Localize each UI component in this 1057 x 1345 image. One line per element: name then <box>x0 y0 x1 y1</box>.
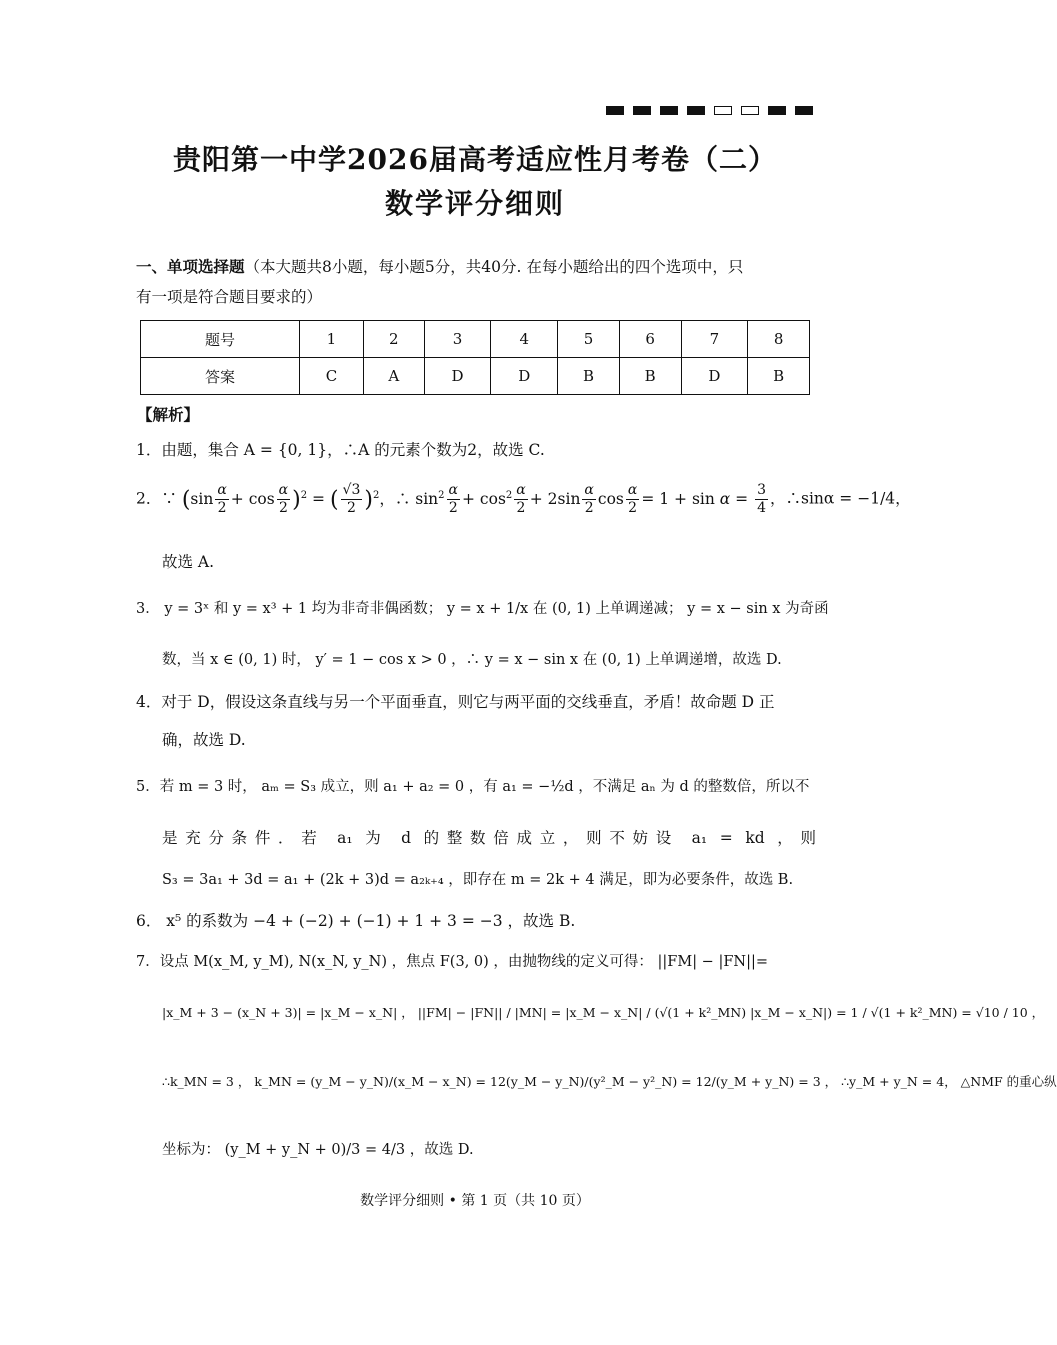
answer-cell: D <box>491 358 558 395</box>
question-number: 5 <box>558 321 620 358</box>
solution-2-equation: (sin $\frac{\alpha}{2}$ + cos $\frac{\alpha}{2}$ )$^2$ = ( $\frac{√3}{2}$ )$^2$，∴ $\sin^2$ $\frac{\alpha}{2}$ + $\cos^2$ $\frac{\alpha}{2}$ + 2sin $\frac{\alpha}{2}$ cos $\frac{\alpha}{2}$ = 1 + sin α = $\frac{3}{4}$ <box>181 482 767 516</box>
solution-2 <box>136 482 911 517</box>
solution-3-line2: 数，当 x ∈ (0, 1) 时， y′ = 1 − cos x > 0 ，∴ y = x − sin x 在 (0, 1) 上单调递增，故选 D. <box>162 652 782 668</box>
question-number: 7 <box>681 321 748 358</box>
solution-5-line3: S₃ = 3a₁ + 3d = a₁ + (2k + 3)d = a₂ₖ₊₄ ，即存在 m = 2k + 4 满足，即为必要条件，故选 B. <box>162 872 794 888</box>
mark-filled <box>633 106 651 115</box>
solution-7-line3: ∴k_MN = 3 ， k_MN = (y_M − y_N)/(x_M − x_N) = 12(y_M − y_N)/(y²_M − y²_N) = 12/(y_M + y_N) = 3 ， ∴y_M + y_N = 4， △NMF 的重心纵 <box>162 1074 1057 1089</box>
answer-cell: D <box>424 358 491 395</box>
section-description <box>136 252 816 312</box>
analysis-heading: 【解析】 <box>137 405 200 424</box>
section-heading: 一、单项选择题 <box>136 257 245 276</box>
table-row <box>141 358 810 395</box>
solution-7-line1: 7．设点 M(x_M, y_M), N(x_N, y_N) ，焦点 F(3, 0) ，由抛物线的定义可得： ||FM| − |FN||= <box>136 954 768 970</box>
question-number: 6 <box>619 321 681 358</box>
mark-empty <box>741 106 759 115</box>
answer-cell: B <box>619 358 681 395</box>
answer-cell: D <box>681 358 748 395</box>
section-desc-line2: 有一项是符合题目要求的） <box>136 288 323 306</box>
question-number: 3 <box>424 321 491 358</box>
document-subtitle: 数学评分细则 <box>384 187 565 220</box>
solution-7-line2: |x_M + 3 − (x_N + 3)| = |x_M − x_N| ， ||FM| − |FN|| / |MN| = |x_M − x_N| / (√(1 + k²_MN) |x_M − x_N|) = 1 / √(1 + k²_MN) = √10 / 10 ， <box>162 1005 1045 1020</box>
section-desc-line1: （本大题共8小题，每小题5分，共40分. 在每小题给出的四个选项中，只 <box>244 258 744 276</box>
answer-cell: B <box>558 358 620 395</box>
mark-empty <box>714 106 732 115</box>
answer-cell: B <box>748 358 810 395</box>
mark-filled <box>687 106 705 115</box>
answer-cell: A <box>363 358 424 395</box>
solution-2-lead: 2．∵ <box>136 489 177 508</box>
header-marks <box>606 106 813 115</box>
row-label: 答案 <box>141 358 300 395</box>
mark-filled <box>660 106 678 115</box>
solution-7-line4: 坐标为： (y_M + y_N + 0)/3 = 4/3 ，故选 D. <box>162 1142 474 1158</box>
answer-table <box>140 320 810 395</box>
question-number: 8 <box>748 321 810 358</box>
table-row <box>141 321 810 358</box>
question-number: 4 <box>491 321 558 358</box>
solution-5-line2: 是充分条件．若 a₁ 为 d 的整数倍成立，则不妨设 a₁ = kd ，则 <box>162 829 816 847</box>
document-title: 贵阳第一中学2026届高考适应性月考卷（二） <box>173 143 777 176</box>
mark-filled <box>795 106 813 115</box>
question-number: 1 <box>299 321 363 358</box>
solution-2-tail: ，∴sinα = −1/4， <box>770 489 911 508</box>
solution-6: 6． x⁵ 的系数为 −4 + (−2) + (−1) + 1 + 3 = −3 ，故选 B. <box>136 912 576 930</box>
solution-3-line1: 3． y = 3ˣ 和 y = x³ + 1 均为非奇非偶函数； y = x + 1/x 在 (0, 1) 上单调递减； y = x − sin x 为奇函 <box>136 601 829 617</box>
solution-4-line1: 4．对于 D，假设这条直线与另一个平面垂直，则它与两平面的交线垂直，矛盾！故命题 D 正 <box>136 693 775 711</box>
mark-filled <box>606 106 624 115</box>
page-footer: 数学评分细则 • 第 1 页（共 10 页） <box>360 1193 590 1209</box>
solution-1: 1．由题，集合 A = {0, 1}，∴A 的元素个数为2，故选 C. <box>136 441 545 459</box>
question-number: 2 <box>363 321 424 358</box>
mark-filled <box>768 106 786 115</box>
row-label: 题号 <box>141 321 300 358</box>
solution-2-end: 故选 A. <box>162 553 215 571</box>
solution-4-line2: 确，故选 D. <box>162 731 246 749</box>
answer-cell: C <box>299 358 363 395</box>
solution-5-line1: 5．若 m = 3 时， aₘ = S₃ 成立，则 a₁ + a₂ = 0 ，有 a₁ = −½d ，不满足 aₙ 为 d 的整数倍，所以不 <box>136 779 810 795</box>
